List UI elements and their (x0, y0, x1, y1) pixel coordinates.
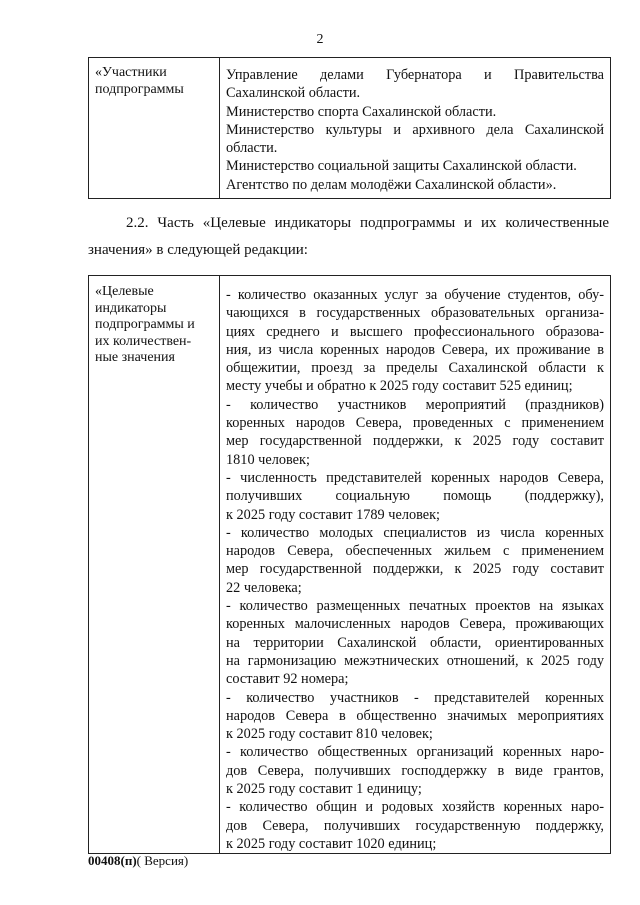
indicators-label-line: «Целевые (95, 284, 154, 299)
participants-value-cell (220, 58, 611, 199)
indicator-line: - численность представителей коренных народов Севера, (226, 469, 604, 486)
indicators-label-line: подпрограммы и (95, 317, 195, 332)
indicator-line: составит 92 номера; (226, 671, 349, 688)
paragraph-line: 2.2. Часть «Целевые индикаторы подпрограммы и их количественные (126, 215, 609, 231)
indicator-line: - количество оказанных услуг за обучение студентов, обу- (226, 287, 604, 303)
participant-line: Министерство спорта Сахалинской области. (226, 103, 497, 120)
indicator-line: циях среднего и высшего профессионального образова- (226, 323, 604, 340)
indicators-value-cell (220, 276, 611, 854)
participant-line: Агентство по делам молодёжи Сахалинской области». (226, 176, 557, 193)
indicator-line: к 2025 году составит 1020 единиц; (226, 835, 437, 852)
paragraph-line: значения» в следующей редакции: (88, 242, 308, 258)
footer-document-code (88, 853, 188, 869)
indicator-line: дов Севера, получивших господдержку в виде грантов, (226, 762, 604, 779)
indicator-line: к 2025 году составит 1789 человек; (226, 506, 441, 523)
participants-table (88, 57, 611, 199)
indicators-label-line: ные значения (95, 350, 175, 365)
indicator-line: народов Севера, обеспеченных жильем с применением (226, 543, 604, 560)
footer-code: 00408(п) (88, 853, 137, 868)
participant-line: Управление делами Губернатора и Правительства (226, 67, 604, 83)
indicator-line: получивших социальную помощь (поддержку), (226, 488, 604, 505)
participant-line: Сахалинской области. (226, 85, 361, 102)
participants-label-cell (89, 58, 220, 199)
indicator-line: к 2025 году составит 810 человек; (226, 726, 433, 743)
indicator-line: ния, из числа коренных народов Севера, их проживание в (226, 341, 604, 358)
participants-label-line: подпрограммы (95, 82, 184, 97)
indicator-line: общежитии, проезд за пределы Сахалинской области к (226, 360, 604, 377)
footer-version: ( Версия) (136, 853, 189, 868)
indicator-line: коренных народов Севера, проведенных с применением (226, 415, 604, 432)
indicator-line: чающихся в государственных образовательных организа- (226, 305, 604, 322)
indicator-line: месту учебы и обратно к 2025 году составит 525 единиц; (226, 378, 573, 395)
indicator-line: - количество размещенных печатных проектов на языках (226, 598, 604, 615)
participant-line: Министерство культуры и архивного дела Сахалинской (226, 121, 604, 138)
indicator-line: - количество общин и родовых хозяйств коренных наро- (226, 799, 604, 816)
indicator-line: - количество молодых специалистов из числа коренных (226, 524, 604, 541)
indicator-line: - количество общественных организаций коренных наро- (226, 744, 604, 761)
participant-line: области. (226, 140, 278, 157)
indicator-line: на территории Сахалинской области, ориентированных (226, 634, 604, 651)
indicators-label-line: их количествен- (95, 333, 192, 349)
indicator-line: коренных малочисленных народов Севера, проживающих (226, 616, 604, 633)
indicator-line: 1810 человек; (226, 451, 310, 468)
indicators-table (88, 275, 611, 854)
indicator-line: народов Севера в общественно значимых мероприятиях (226, 707, 604, 724)
indicator-line: дов Севера, получивших государственную поддержку, (226, 817, 604, 834)
page-number: 2 (316, 32, 324, 47)
indicator-line: мер государственной поддержки, к 2025 году составит (226, 433, 604, 450)
indicator-line: на гармонизацию межэтнических отношений, к 2025 году (226, 652, 604, 669)
indicator-line: к 2025 году составит 1 единицу; (226, 781, 422, 798)
indicator-line: - количество участников мероприятий (праздников) (226, 396, 604, 413)
indicator-line: 22 человека; (226, 579, 302, 596)
participant-line: Министерство социальной защиты Сахалинской области. (226, 158, 577, 175)
indicators-label-line: индикаторы (95, 300, 167, 316)
indicator-line: мер государственной поддержки, к 2025 году составит (226, 561, 604, 578)
indicators-label-cell (89, 276, 220, 854)
participants-label-line: «Участники (95, 65, 167, 80)
indicator-line: - количество участников - представителей коренных (226, 689, 604, 706)
